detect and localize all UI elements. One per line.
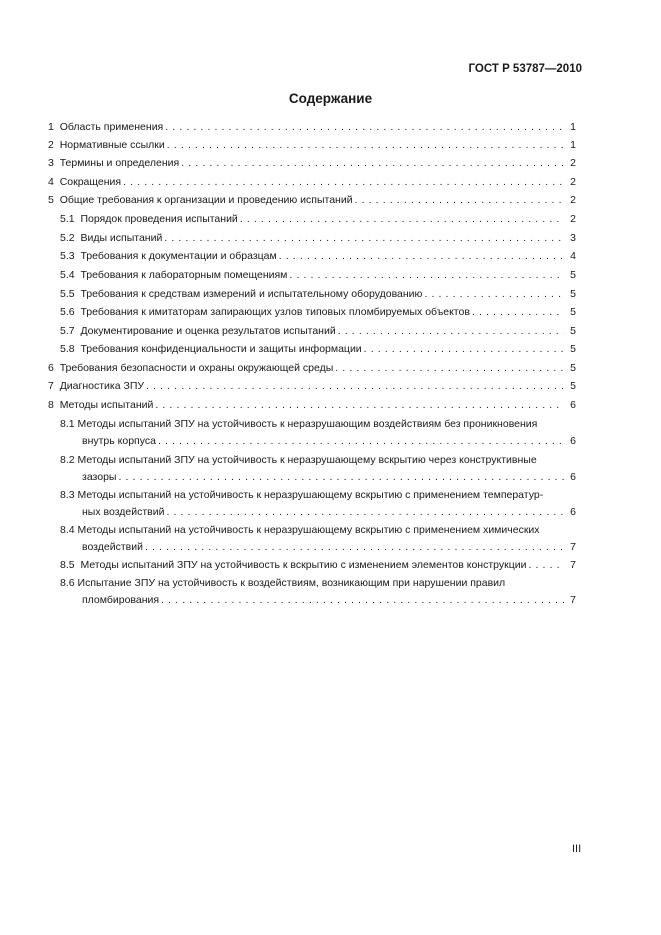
toc-entry-page: 5 [570, 343, 576, 355]
toc-entry-text: воздействий [82, 541, 143, 553]
toc-entry-number: 5.3 [60, 250, 75, 262]
toc-entry [60, 524, 576, 553]
toc-entry-text: Общие требования к организации и проведению испытаний [59, 194, 353, 206]
toc-entry-page: 7 [570, 594, 576, 606]
toc-entry-number: 2 [48, 139, 54, 151]
toc-entry-number: 8.1 [60, 418, 75, 430]
toc-entry-text: зазоры [82, 471, 117, 483]
toc-entry [48, 399, 576, 411]
toc-entry-page: 1 [570, 139, 576, 151]
toc-entry [48, 121, 576, 133]
toc-entry-page: 6 [570, 471, 576, 483]
page-title: Содержание [288, 91, 373, 106]
toc-entry-text: Требования конфиденциальности и защиты информации [80, 343, 362, 355]
toc-entry-page: 2 [570, 194, 576, 206]
toc-entry-page: 5 [570, 380, 576, 392]
toc-entry-text: Требования к документации и образцам [80, 250, 277, 262]
toc-entry-text: ных воздействий [82, 506, 165, 518]
toc-entry-text: Методы испытаний [59, 399, 154, 411]
toc-entry-number: 8.6 [60, 577, 75, 589]
toc-entry [60, 418, 576, 447]
standard-header: ГОСТ Р 53787—2010 [468, 63, 582, 75]
toc-entry-number: 5.8 [60, 343, 75, 355]
toc-entry [60, 577, 576, 606]
toc-entry-number: 1 [48, 121, 54, 133]
toc-entry-number: 8.2 [60, 454, 75, 466]
toc-entry-number: 6 [48, 362, 54, 374]
toc-entry-number: 5 [48, 194, 54, 206]
toc-entry [60, 559, 576, 571]
toc-entry-number: 4 [48, 176, 54, 188]
toc-entry [48, 139, 576, 151]
toc-entry-text: Термины и определения [59, 157, 180, 169]
toc-entry [48, 380, 576, 392]
toc-entry-number: 3 [48, 157, 54, 169]
toc-entry-page: 6 [570, 506, 576, 518]
toc-entry [60, 250, 576, 262]
toc-entry [60, 325, 576, 337]
toc-entry [60, 288, 576, 300]
toc-entry-page: 5 [570, 325, 576, 337]
toc-entry-number: 5.7 [60, 325, 75, 337]
toc-entry-page: 3 [570, 232, 576, 244]
toc-entry-text-line1: Методы испытаний ЗПУ на устойчивость к неразрушающим воздействиям без проникновения [77, 418, 538, 430]
toc-entry-page: 5 [570, 306, 576, 318]
toc-entry-text: Требования безопасности и охраны окружающей среды [59, 362, 334, 374]
toc-entry-text: Нормативные ссылки [59, 139, 165, 151]
toc-entry-number: 5.4 [60, 269, 75, 281]
toc-entry-text: Требования к имитаторам запирающих узлов типовых пломбируемых объектов [80, 306, 470, 318]
toc-entry [48, 176, 576, 188]
toc-entry-text: Документирование и оценка результатов испытаний [80, 325, 336, 337]
toc-entry [60, 213, 576, 225]
toc-entry-text: Диагностика ЗПУ [59, 380, 145, 392]
toc-entry [48, 157, 576, 169]
toc-entry [48, 362, 576, 374]
toc-entry-page: 7 [570, 559, 576, 571]
toc-entry-page: 2 [570, 213, 576, 225]
toc-entry-text: Сокращения [59, 176, 122, 188]
toc-entry-page: 7 [570, 541, 576, 553]
toc-entry-number: 8 [48, 399, 54, 411]
toc-entry-page: 6 [570, 435, 576, 447]
toc-entry-number: 7 [48, 380, 54, 392]
toc-entry-text: Требования к лабораторным помещениям [80, 269, 288, 281]
toc-entry-text: Виды испытаний [80, 232, 163, 244]
toc-entry-text: внутрь корпуса [82, 435, 156, 447]
toc-entry-number: 5.2 [60, 232, 75, 244]
toc-entry-number: 8.4 [60, 524, 75, 536]
toc-entry-page: 2 [570, 176, 576, 188]
toc-entry [60, 232, 576, 244]
toc-entry-page: 5 [570, 362, 576, 374]
toc-entry-text: Область применения [59, 121, 164, 133]
toc-entry-number: 5.6 [60, 306, 75, 318]
toc-entry [60, 343, 576, 355]
toc-entry-text: Порядок проведения испытаний [80, 213, 238, 225]
toc-entry-text: Методы испытаний ЗПУ на устойчивость к вскрытию с изменением элементов конструкции [80, 559, 527, 571]
toc-entry-number: 5.1 [60, 213, 75, 225]
toc-entry-number: 5.5 [60, 288, 75, 300]
toc-entry-number: 8.5 [60, 559, 75, 571]
toc-entry-text: пломбирования [82, 594, 160, 606]
toc-entry-text-line1: Методы испытаний на устойчивость к неразрушающему вскрытию с применением химических [77, 524, 540, 536]
toc-entry-page: 4 [570, 250, 576, 262]
toc-entry-page: 5 [570, 288, 576, 300]
page-number: III [572, 843, 582, 855]
toc-entry [60, 489, 576, 518]
toc-entry-number: 8.3 [60, 489, 75, 501]
toc-entry-text: Требования к средствам измерений и испытательному оборудованию [80, 288, 423, 300]
toc-entry [48, 194, 576, 206]
toc-entry [60, 454, 576, 483]
toc-entry-text-line1: Испытание ЗПУ на устойчивость к воздействиям, возникающим при нарушении правил [77, 577, 506, 589]
toc-entry [60, 306, 576, 318]
toc-entry-page: 6 [570, 399, 576, 411]
toc-entry-text-line1: Методы испытаний ЗПУ на устойчивость к неразрушающему вскрытию через конструктивные [77, 454, 537, 466]
toc-entry [60, 269, 576, 281]
toc-entry-page: 1 [570, 121, 576, 133]
toc-entry-page: 2 [570, 157, 576, 169]
toc-entry-text-line1: Методы испытаний на устойчивость к неразрушающему вскрытию с применением температур- [77, 489, 544, 501]
toc-entry-page: 5 [570, 269, 576, 281]
